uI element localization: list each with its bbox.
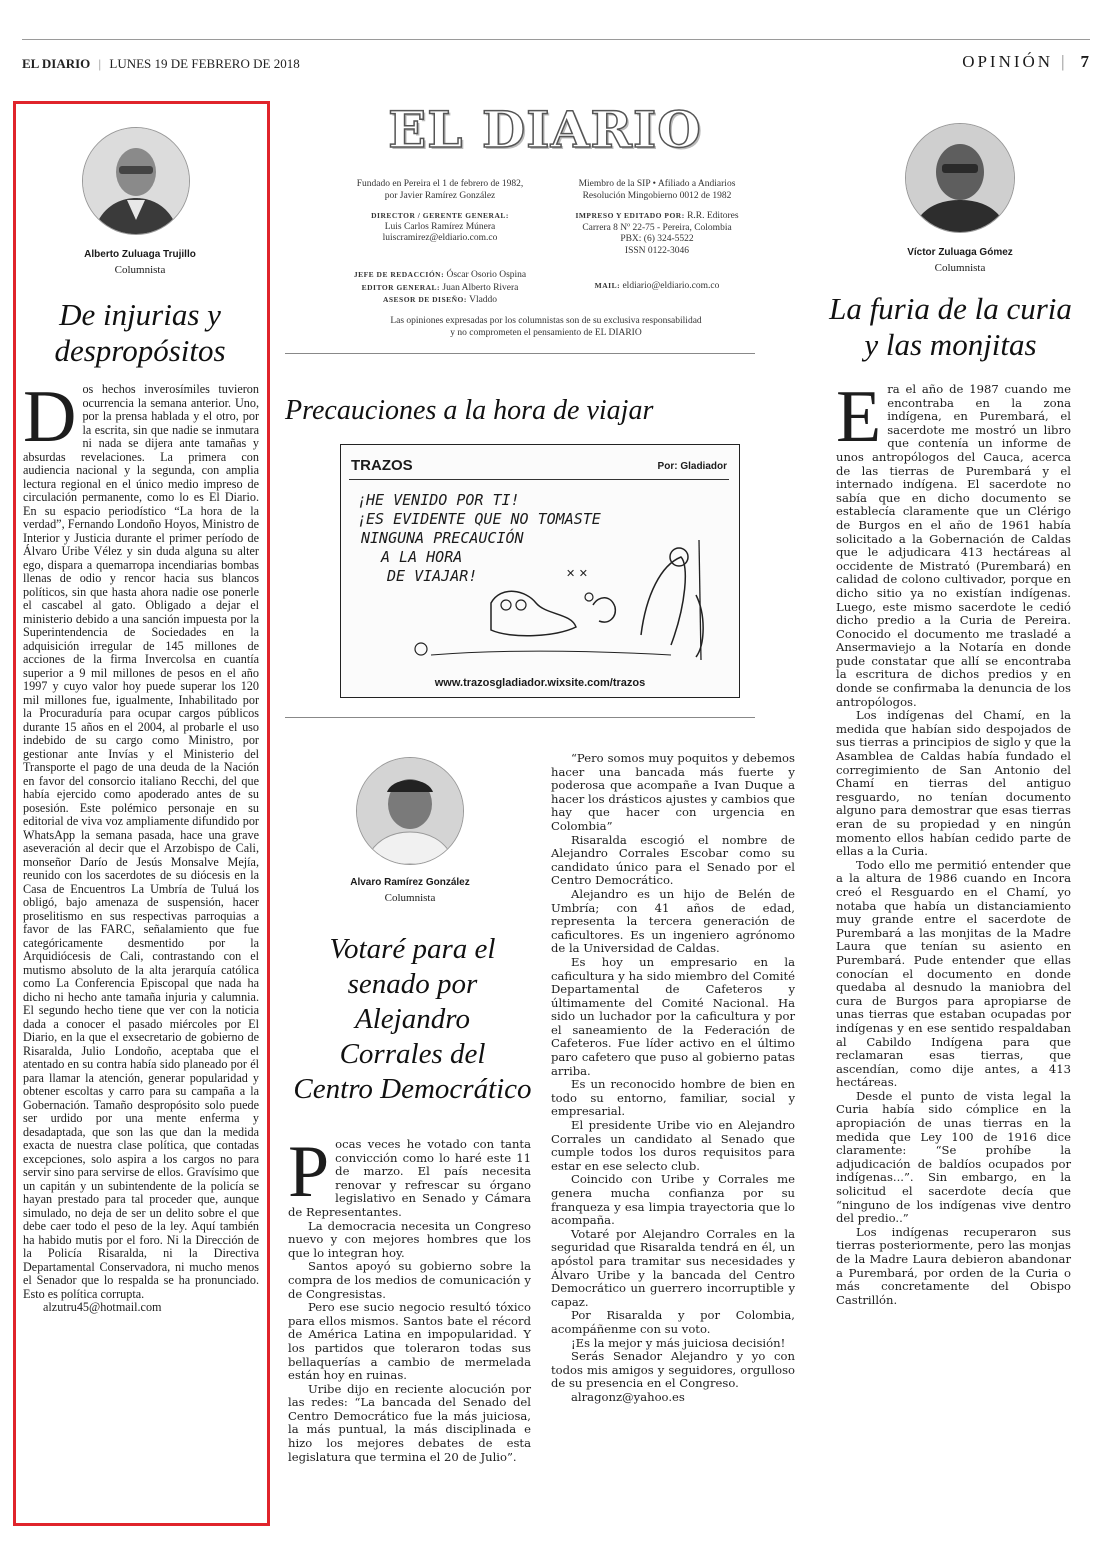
paragraph: Todo ello me permitió entender que a la altura de 1986 cuando en Incora creó el Resguardo en el Chamí, yo notaba que había un distanciamiento muy grande entre el sacerdote de Purembará a las monjitas de la Madre Laura que tenían su asiento en Purembará. Pude entender que ellas conocían el documento en donde quedaba al desnudo la maniobra del cura de Burgos para apropiarse de unas tierras que estaban ocupadas por indígenas y en ese sentido respaldaban al Cabildo Indígena para que reclamaran esas tierras, que ascendían, como dije antes, a 413 hectáreas. [836, 857, 1071, 1090]
mail-address[interactable]: eldiario@eldiario.com.co [622, 281, 720, 291]
paragraph: “Pero somos muy poquitos y debemos hacer una bancada más fuerte y poderosa que acompañe a Ivan Duque a hacer los drásticos ajustes y cambios que hay que hacer con urgencia en Colombia” [551, 751, 795, 833]
author-name: Alberto Zuluaga Trujillo [84, 249, 196, 260]
section-name: OPINIÓN [962, 52, 1054, 71]
article-body [23, 376, 259, 1315]
paragraph: El presidente Uribe vio en Alejandro Corrales un candidato al Senado que cumple todos los duros requisitos para estar en ese selecto club. [551, 1118, 795, 1173]
divider [285, 717, 755, 718]
article-headline [25, 297, 255, 369]
info-label: ASESOR DE DISEÑO: [382, 295, 467, 304]
paragraph: Uribe dijo en reciente alocución por las redes: “La bancada del Senado del Centro Democrático fue la más juiciosa, la más puntual, la más disciplinada e hizo los mejores debates de esta legislatura que termina el 20 de Julio”. [288, 1381, 531, 1464]
cartoon-headline: Precauciones a la hora de viajar [285, 395, 654, 426]
speech-line: ¡ES EVIDENTE QUE NO TOMASTE [357, 510, 601, 528]
info-label: JEFE DE REDACCIÓN: [353, 270, 445, 279]
info-line: Fundado en Pereira el 1 de febrero de 1982, [356, 179, 524, 189]
page-number: 7 [1080, 52, 1089, 71]
paragraph: Santos apoyó su gobierno sobre la compra de los medios de comunicación y de Congresistas. [288, 1259, 531, 1301]
paragraph: Votaré por Alejandro Corrales en la seguridad que Risaralda tendrá en él, un apóstol para tramitar sus necesidades y Álvaro Uribe y la bancada del Centro Democrático un guerrero incorruptible y capaz. [551, 1226, 795, 1309]
info-line: R.R. Editores [687, 211, 739, 221]
info-line[interactable]: luiscramirez@eldiario.com.co [382, 233, 498, 243]
author-email[interactable]: alragonz@yahoo.es [571, 1389, 685, 1404]
headline-line: La furia de la curia [829, 291, 1072, 326]
paragraph: Risaralda escogió el nombre de Alejandro Corrales Escobar como su candidato único para el Senado por el Centro Democrático. [551, 832, 795, 888]
speech-line: A LA HORA [381, 548, 463, 566]
paragraph: ocas veces he votado con tanta convicción como lo haré este 11 de marzo. El país necesita renovar y refrescar su órgano legislativo en Senado y Cámara de Representantes. [288, 1137, 531, 1219]
headline-line: De injurias y [59, 297, 221, 332]
staff-info [335, 269, 545, 307]
mail-info [552, 280, 762, 293]
paragraph: os hechos inverosímiles tuvieron ocurrencia la semana anterior. Uno, por la prensa hablada y el otro, por la escrita, sin que nadie se inmutara ni nada se dijera ante tamañas y absurdas revelaciones. La primera con audiencia nacional y la segunda, con amplia lectura regional en el único medio impreso de circulación permanente, como lo es El Diario. En su espacio periodístico “La hora de la verdad”, Fernando Londoño Hoyos, Ministro de Interior y Justicia durante el primer período de Álvaro Uribe Vélez y sin duda alguna su alter ego, dispara a quemarropa incendiarias bombas llenas de odio y rencor hacia sus blancos políticos, sin que hasta ahora nadie ose ponerle el cascabel al gato. Obligado a dejar el ministerio debido a una sanción impuesta por la Superintendencia de Sociedades en la adquisición irregular de 145 millones de acciones de la firma Invercolsa en cuantía superior a 9 mil millones de pesos en el año 1997 y cuyo valor hoy puede superar los 120 mil millones fue, igualmente, Inhabilitado por la Procuraduría para ocupar cargos públicos durante 15 años en el 2004, al probarle el uso indebido de su cargo como Ministro, por gestionar ante Invías y el Ministerio del Transporte el pago de una deuda de la Nación en favor del consorcio italiano Recchi, del que había ejercido como apoderado antes de su posesión. Este polémico personaje en su editorial de viva voz ampliamente difundido por WhatsApp la semana pasada, hace una grave aseveración al decir que el Arzobispo de Cali, monseñor Darío de Jesús Monsalve Mejía, reunido con los sacerdotes de su diócesis en la Casa de Encuentros La Umbría de Tuluá los obligó, bajo amenaza de suspensión, hacer proselitismo en sus respectivas parroquias a favor de las FARC, señalamiento que fue categóricamente desmentido por la Arquidiócesis de Cali, contrastando con el mutismo absoluto de la alta jerarquía católica como La Conferencia Episcopal que nada ha dicho ni hecho ante tamaña injuria y calumnia. El segundo hecho tiene que ver con la noticia dada a conocer el pasado miércoles por El Diario, en la que el exsecretario de gobierno de Risaralda, Julio Londoño, aceptaba que el atentado en su contra había sido planeado por él para llamar la atención, generar popularidad y obtener escoltas y carro para su campaña a la Gobernación. Tamaño despropósito solo puede ser urdido por una mente enferma y desadaptada, que son las que dan la medida exacta de nuestra clase política, que contadas excepciones, solo aspira a los cargos no para servir sino para servirse de ellos. Gravísimo que un capitán y un subintendente de la policía se hayan prestado para tal proceder que, aunque simulado, no deja de ser un delito sobre el que debe caer todo el peso de la ley. Aquí también ha habido mutis por el foro. Ni la Dirección de la Policía Risaralda, ni la Directiva Departamental Conservadora, ni mucho menos el Senador que lo respalda se ha pronunciado. Esto es política corrupta. [23, 382, 259, 1301]
article-body-part-b [551, 752, 795, 1405]
author-email[interactable]: alzutru45@hotmail.com [43, 1300, 162, 1314]
page-header-left: EL DIARIO | LUNES 19 DE FEBRERO DE 2018 [22, 56, 300, 71]
drop-cap: P [288, 1131, 330, 1213]
speech-line: NINGUNA PRECAUCIÓN [361, 529, 524, 547]
paragraph: ra el año de 1987 cuando me encontraba en la zona indígena, en Purembará, el sacerdote me mostró un libro que contenía un informe de unos antropólogos del Cauca, acerca de las tierras de Purembará y el internado indígena. El sacerdote no sabía que en dicho documento se establecía claramente que un Clérigo de Burgos en el año de 1961 había solicitado a la Gobernación de Caldas que le adjudicara 413 hectáreas al occidente de Mistrató (Purembará) en calidad de colono cultivador, porque en dicho sitio ya no existían indígenas. Luego, este mismo sacerdote le cedió dicho predio a la Curia de Pereira. Conocido el documento me trasladé a Ansermaviejo a la Notaría en donde pude constatar que allí se encontraba la escritura de dichos predios y en donde se confirmaba la denuncia de los antropólogos. [836, 382, 1071, 709]
info-line: Carrera 8 Nº 22-75 - Pereira, Colombia [582, 222, 732, 233]
paragraph: ¡Es la mejor y más juiciosa decisión! [571, 1335, 786, 1350]
svg-text:✕ ✕: ✕ ✕ [566, 567, 588, 580]
portrait-icon [357, 758, 463, 864]
top-rule [22, 39, 1090, 40]
paragraph: Coincido con Uribe y Corrales me genera mucha confianza por su franqueza y esa limpia trayectoria que lo acompaña. [551, 1172, 795, 1228]
info-label: EDITOR GENERAL: [361, 282, 441, 292]
paragraph: Los indígenas recuperaron sus tierras posteriormente, pero las monjas de la Madre Laura debieron abandonar a Purembará, por orden de la Curia o más concretamente del Obispo Castrillón. [836, 1224, 1071, 1307]
drop-cap: D [23, 376, 77, 458]
info-line: Juan Alberto Rivera [442, 282, 519, 293]
info-label: DIRECTOR / GERENTE GENERAL: [371, 211, 509, 220]
founded-info [335, 179, 545, 245]
info-line: por Javier Ramírez González [384, 190, 496, 201]
cartoon-frame [340, 444, 740, 698]
info-line: Vladdo [469, 295, 498, 305]
paragraph: La democracia necesita un Congreso nuevo y con mejores hombres que los que lo integran hoy. [288, 1218, 531, 1260]
article-headline [285, 932, 540, 1107]
info-line: Óscar Osorio Ospina [446, 270, 527, 280]
headline-line: Corrales del [339, 1038, 486, 1070]
divider [285, 353, 755, 354]
cartoon-drawing [341, 445, 739, 697]
info-line: Resolución Mingobierno 0012 de 1982 [582, 190, 732, 201]
headline-line: Alejandro [355, 1003, 470, 1035]
info-line: Las opiniones expresadas por los columnistas son de su exclusiva responsabilidad [390, 316, 702, 326]
article-body [836, 376, 1071, 1307]
portrait-icon [906, 124, 1014, 232]
disclaimer [330, 316, 762, 339]
info-label: MAIL: [594, 281, 621, 290]
newspaper-logo: EL DIARIO [388, 100, 702, 159]
author-photo-alberto [82, 127, 190, 235]
info-line: ISSN 0122-3046 [624, 245, 690, 256]
cartoon-url[interactable]: www.trazosgladiador.wixsite.com/trazos [434, 677, 646, 689]
headline-line: y las monjitas [864, 327, 1037, 362]
info-line: y no comprometen el pensamiento de EL DIARIO [450, 327, 642, 338]
author-role: Columnista [114, 264, 166, 276]
headline-line: senado por [347, 968, 478, 1000]
speech-line: DE VIAJAR! [387, 567, 478, 585]
drop-cap: E [836, 376, 882, 458]
speech-line: ¡HE VENIDO POR TI! [357, 491, 520, 509]
info-label: IMPRESO Y EDITADO POR: [575, 211, 685, 220]
article-headline [818, 291, 1083, 363]
issue-date: LUNES 19 DE FEBRERO DE 2018 [109, 56, 300, 71]
article-body-part-a [288, 1131, 531, 1464]
member-info [552, 179, 762, 257]
cartoon-author: Por: Gladiador [657, 461, 727, 472]
portrait-icon [83, 128, 189, 234]
paragraph: Desde el punto de vista legal la Curia había sido cómplice en la apropiación de unas tierras en la medida que Ley 100 de 1916 dice claramente: “Se prohíbe la adjudicación de baldíos ocupados por indígenas...”. Sin embargo, en la solicitud el sacerdote decía que “ninguno de los indígenas vive dentro del predio..” [836, 1088, 1071, 1226]
paragraph: Es hoy un empresario en la caficultura y ha sido miembro del Comité Departamental de Cafeteros y últimamente del Comité Nacional. Ha sido un luchador por la caficultura y por el saneamiento de la Federación de Cafeteros. Fue líder activo en el último paro cafetero que puso al gobierno patas arriba. [551, 954, 795, 1078]
info-line: PBX: (6) 324-5522 [620, 234, 694, 244]
author-name: Víctor Zuluaga Gómez [907, 247, 1013, 258]
page-header-right: OPINIÓN | 7 [962, 52, 1089, 71]
author-photo-victor [905, 123, 1015, 233]
paper-name: EL DIARIO [22, 56, 91, 71]
author-photo-alvaro [356, 757, 464, 865]
author-role: Columnista [934, 262, 986, 274]
paragraph: Serás Senador Alejandro y yo con todos mis amigos y seguidores, orgulloso de su presencia en el Congreso. [551, 1349, 795, 1391]
paragraph: Por Risaralda y por Colombia, acompáñenme con su voto. [551, 1308, 795, 1336]
headline-line: Centro Democrático [293, 1073, 532, 1105]
paragraph: Los indígenas del Chamí, en la medida que habían sido despojados de sus tierras a principios de siglo y que la Asamblea de Caldas había fundado el corregimiento de San Antonio del Chamí en tierras del antiguo resguardo, no tenían documento alguno para demostrar que esas tierras eran de su propiedad y en ningún momento ellos habían cedido parte de ellas a la Curia. [836, 708, 1071, 859]
author-name: Alvaro Ramírez González [350, 877, 470, 888]
info-line: Luis Carlos Ramírez Múnera [384, 221, 496, 232]
cartoon-title: TRAZOS [351, 457, 413, 474]
paragraph: Es un reconocido hombre de bien en todo su entorno, familiar, social y empresarial. [551, 1077, 795, 1119]
author-role: Columnista [384, 892, 436, 904]
paragraph: Pero ese sucio negocio resultó tóxico para ellos mismos. Santos bate el récord de América Latina en impopularidad. Y los partidos que toleraron todas sus bellaquerías a cambio de mermelada están hoy en ruinas. [288, 1300, 531, 1383]
paragraph: Alejandro es un hijo de Belén de Umbría; con 41 años de edad, representa la tercera generación de caficultores. Es un ingeniero agrónomo de la Universidad de Caldas. [551, 886, 795, 956]
headline-line: Votaré para el [329, 933, 496, 965]
info-line: Miembro de la SIP • Afiliado a Andiarios [578, 179, 736, 189]
headline-line: despropósitos [54, 333, 226, 368]
